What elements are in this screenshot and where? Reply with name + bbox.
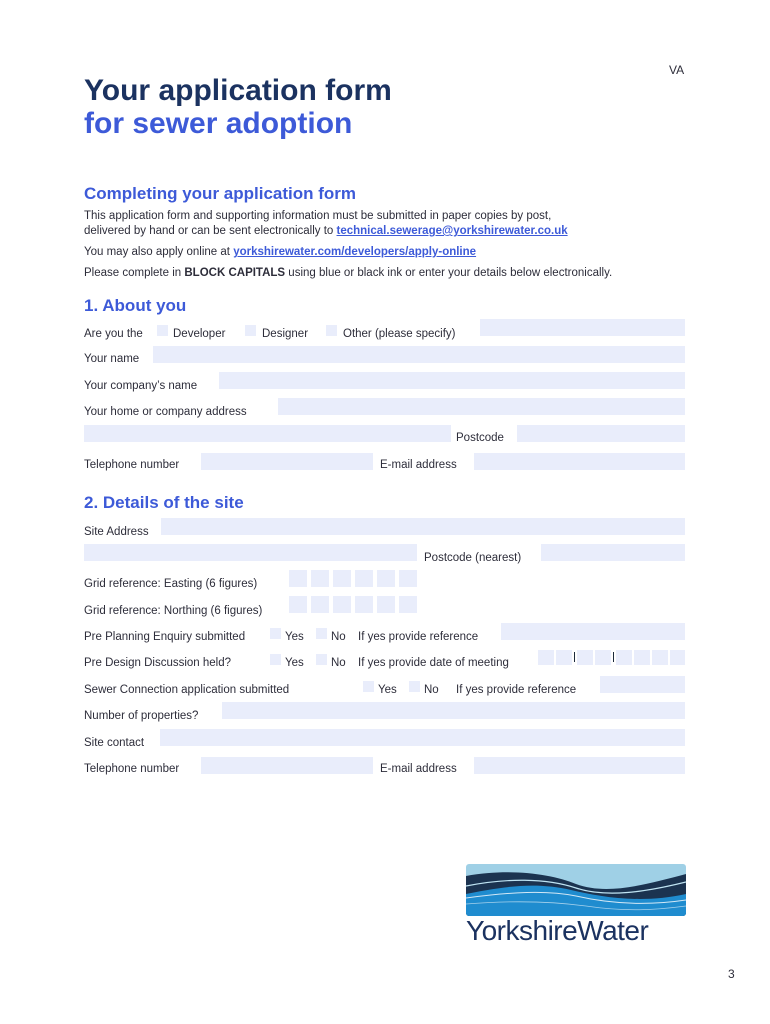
logo-waves-icon: [466, 864, 686, 916]
sewer-connection-reference-label: If yes provide reference: [456, 684, 577, 696]
northing-digit-4[interactable]: [355, 596, 373, 613]
your-name-field[interactable]: [153, 346, 685, 363]
address-field-line-1[interactable]: [278, 398, 685, 415]
pre-design-yes-checkbox[interactable]: [270, 654, 281, 665]
postcode-label: Postcode: [456, 432, 504, 444]
logo-wordmark: YorkshireWater: [466, 915, 649, 946]
easting-label: Grid reference: Easting (6 figures): [84, 578, 258, 590]
address-field-line-2[interactable]: [84, 425, 451, 442]
apply-online-link[interactable]: yorkshirewater.com/developers/apply-online: [233, 246, 477, 258]
block-capitals-text: BLOCK CAPITALS: [184, 267, 286, 279]
intro-paragraph-1-line-2: [84, 224, 568, 239]
page-title-line-1: Your application form: [84, 74, 392, 107]
meeting-date-label: If yes provide date of meeting: [358, 657, 509, 669]
intro-paragraph-2-prefix: You may also apply online at: [84, 246, 234, 258]
site-email-label: E-mail address: [380, 763, 457, 775]
page-title-line-2: for sewer adoption: [84, 107, 353, 140]
email-label: E-mail address: [380, 459, 457, 471]
company-name-field[interactable]: [219, 372, 685, 389]
intro-paragraph-3-suffix: using blue or black ink or enter your details below electronically.: [285, 267, 613, 279]
properties-label: Number of properties?: [84, 710, 199, 722]
pre-planning-no-checkbox[interactable]: [316, 628, 327, 639]
about-you-heading: 1. About you: [84, 296, 187, 315]
site-contact-label: Site contact: [84, 737, 145, 749]
site-address-field-line-2[interactable]: [84, 544, 417, 561]
meeting-date-month-2[interactable]: [595, 650, 611, 665]
email-field[interactable]: [474, 453, 685, 470]
yorkshire-water-logo-mark: [466, 864, 686, 916]
site-address-label: Site Address: [84, 526, 149, 538]
sewer-connection-yes-checkbox[interactable]: [363, 681, 374, 692]
site-telephone-field[interactable]: [201, 757, 373, 774]
properties-field[interactable]: [222, 702, 685, 719]
other-checkbox[interactable]: [326, 325, 337, 336]
your-name-label: Your name: [84, 353, 140, 365]
easting-digit-1[interactable]: [289, 570, 307, 587]
telephone-field[interactable]: [201, 453, 373, 470]
site-address-field-line-1[interactable]: [161, 518, 685, 535]
date-separator-1: [574, 652, 575, 662]
pre-planning-reference-label: If yes provide reference: [358, 631, 479, 643]
pre-design-no-label: No: [331, 657, 346, 669]
are-you-label: Are you the: [84, 328, 143, 340]
intro-paragraph-3: [84, 266, 612, 281]
intro-paragraph-2: [84, 245, 476, 260]
pre-planning-reference-field[interactable]: [501, 623, 685, 640]
sewer-connection-yes-label: Yes: [378, 684, 397, 696]
other-option-label: Other (please specify): [343, 328, 456, 340]
pre-planning-yes-label: Yes: [285, 631, 304, 643]
site-telephone-label: Telephone number: [84, 763, 180, 775]
easting-digit-3[interactable]: [333, 570, 351, 587]
easting-digit-6[interactable]: [399, 570, 417, 587]
northing-digit-6[interactable]: [399, 596, 417, 613]
site-postcode-field[interactable]: [541, 544, 685, 561]
meeting-date-month-1[interactable]: [577, 650, 593, 665]
telephone-label: Telephone number: [84, 459, 180, 471]
page-number: 3: [728, 967, 735, 981]
developer-option-label: Developer: [173, 328, 226, 340]
page-code: VA: [669, 63, 685, 77]
pre-planning-label: Pre Planning Enquiry submitted: [84, 631, 246, 643]
meeting-date-year-4[interactable]: [670, 650, 685, 665]
developer-checkbox[interactable]: [157, 325, 168, 336]
easting-digit-4[interactable]: [355, 570, 373, 587]
pre-planning-no-label: No: [331, 631, 346, 643]
northing-digit-5[interactable]: [377, 596, 395, 613]
date-separator-2: [613, 652, 614, 662]
site-details-heading: 2. Details of the site: [84, 493, 244, 512]
pre-design-no-checkbox[interactable]: [316, 654, 327, 665]
pre-planning-yes-checkbox[interactable]: [270, 628, 281, 639]
intro-paragraph-1-prefix: delivered by hand or can be sent electronically to: [84, 225, 337, 237]
pre-design-yes-label: Yes: [285, 657, 304, 669]
other-specify-field[interactable]: [480, 319, 685, 336]
meeting-date-year-3[interactable]: [652, 650, 668, 665]
easting-digit-5[interactable]: [377, 570, 395, 587]
intro-paragraph-3-prefix: Please complete in: [84, 267, 185, 279]
sewer-connection-no-checkbox[interactable]: [409, 681, 420, 692]
designer-option-label: Designer: [262, 328, 309, 340]
designer-checkbox[interactable]: [245, 325, 256, 336]
meeting-date-year-2[interactable]: [634, 650, 650, 665]
intro-paragraph-1-line-1: This application form and supporting information must be submitted in paper copies by post,: [84, 210, 552, 222]
site-contact-field[interactable]: [160, 729, 685, 746]
sewer-connection-label: Sewer Connection application submitted: [84, 684, 290, 696]
intro-heading: Completing your application form: [84, 184, 357, 203]
northing-digit-3[interactable]: [333, 596, 351, 613]
northing-label: Grid reference: Northing (6 figures): [84, 605, 263, 617]
northing-digit-2[interactable]: [311, 596, 329, 613]
postcode-field[interactable]: [517, 425, 685, 442]
meeting-date-day-1[interactable]: [538, 650, 554, 665]
pre-design-label: Pre Design Discussion held?: [84, 657, 232, 669]
site-postcode-label: Postcode (nearest): [424, 552, 522, 564]
email-link[interactable]: technical.sewerage@yorkshirewater.co.uk: [336, 225, 568, 237]
company-name-label: Your company’s name: [84, 380, 198, 392]
sewer-connection-reference-field[interactable]: [600, 676, 685, 693]
site-email-field[interactable]: [474, 757, 685, 774]
northing-digit-1[interactable]: [289, 596, 307, 613]
sewer-connection-no-label: No: [424, 684, 439, 696]
meeting-date-day-2[interactable]: [556, 650, 572, 665]
meeting-date-year-1[interactable]: [616, 650, 632, 665]
easting-digit-2[interactable]: [311, 570, 329, 587]
address-label: Your home or company address: [84, 406, 247, 418]
